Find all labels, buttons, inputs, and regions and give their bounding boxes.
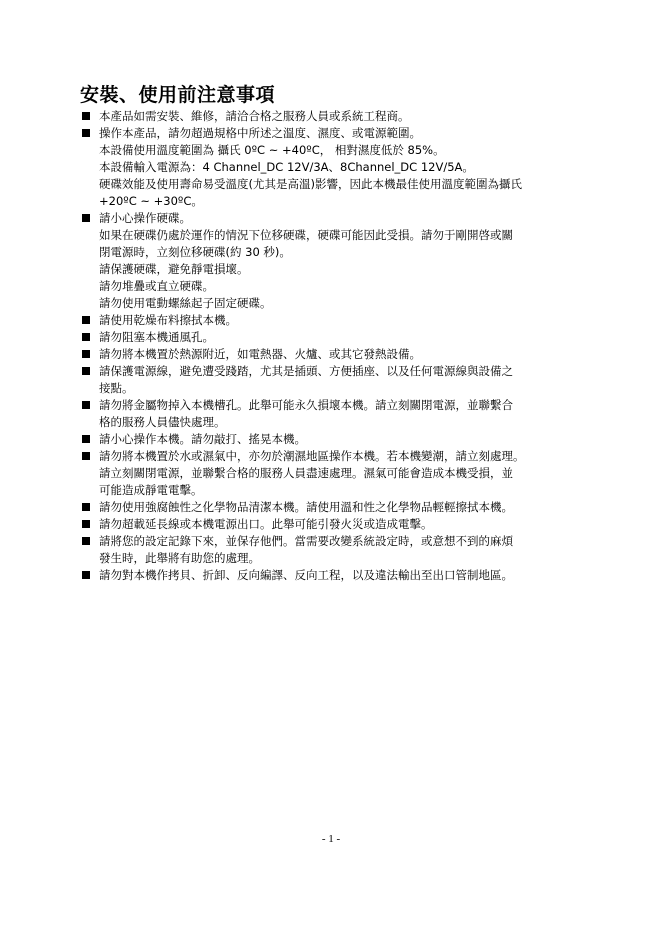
precaution-line: 請小心操作本機。請勿敲打、搖晃本機。 (99, 432, 306, 446)
precaution-item (80, 533, 590, 567)
precaution-line: 請勿將本機置於熱源附近，如電熱器、火爐、或其它發熱設備。 (99, 347, 421, 361)
precaution-line: 請勿使用強腐蝕性之化學物品清潔本機。請使用溫和性之化學物品輕輕擦拭本機。 (99, 500, 513, 514)
precaution-line: 本產品如需安裝、維修，請洽合格之服務人員或系統工程商。 (99, 109, 410, 123)
precaution-line: 請立刻關閉電源，並聯繫合格的服務人員盡速處理。濕氣可能會造成本機受損，並 (99, 466, 513, 480)
precaution-line: 請勿使用電動螺絲起子固定硬碟。 (99, 296, 272, 310)
precaution-line: 請勿對本機作拷貝、折卸、反向編譯、反向工程，以及違法輸出至出口管制地區。 (99, 568, 513, 582)
precaution-item (80, 567, 590, 584)
precaution-line: 請勿將金屬物掉入本機槽孔。此舉可能永久損壞本機。請立刻關閉電源，並聯繫合 (99, 398, 513, 412)
precaution-line: +20ºC ~ +30ºC。 (99, 194, 203, 208)
page-number: - 1 - (321, 833, 341, 845)
precaution-line: 硬碟效能及使用壽命易受溫度(尤其是高溫)影響，因此本機最佳使用溫度範圍為攝氏 (99, 177, 522, 191)
precaution-item (80, 329, 590, 346)
precaution-line: 發生時，此舉將有助您的處理。 (99, 551, 260, 565)
precaution-item (80, 448, 590, 499)
precaution-line: 請勿堆疊或直立硬碟。 (99, 279, 214, 293)
precaution-line: 請保護電源線，避免遭受踐踏，尤其是插頭、方便插座、以及任何電源線與設備之 (99, 364, 513, 378)
precaution-line: 本設備輸入電源為：4 Channel_DC 12V/3A、8Channel_DC 12V/5A。 (99, 160, 474, 174)
precaution-item (80, 363, 590, 397)
precaution-item (80, 397, 590, 431)
precaution-line: 操作本產品，請勿超過規格中所述之溫度、濕度、或電源範圍。 (99, 126, 421, 140)
precaution-line: 請將您的設定記錄下來，並保存他們。當需要改變系統設定時，或意想不到的麻煩 (99, 534, 513, 548)
precaution-line: 請小心操作硬碟。 (99, 211, 191, 225)
precautions-list (80, 108, 590, 584)
precaution-item (80, 346, 590, 363)
precaution-item (80, 499, 590, 516)
precaution-line: 請勿超載延長線或本機電源出口。此舉可能引發火災或造成電擊。 (99, 517, 433, 531)
precaution-line: 格的服務人員儘快處理。 (99, 415, 226, 429)
precaution-item (80, 516, 590, 533)
precaution-item (80, 108, 590, 125)
precaution-line: 請保護硬碟，避免靜電損壞。 (99, 262, 249, 276)
precaution-line: 本設備使用溫度範圍為 攝氏 0ºC ~ +40ºC， 相對濕度低於 85%。 (99, 143, 445, 157)
precaution-line: 請使用乾燥布料擦拭本機。 (99, 313, 237, 327)
page-title: 安裝、使用前注意事項 (80, 83, 276, 106)
precaution-item (80, 431, 590, 448)
precaution-line: 可能造成靜電電擊。 (99, 483, 203, 497)
precaution-line: 接點。 (99, 381, 134, 395)
precaution-line: 閉電源時，立刻位移硬碟(約 30 秒)。 (99, 245, 291, 259)
precaution-line: 請勿將本機置於水或濕氣中，亦勿於潮濕地區操作本機。若本機變潮，請立刻處理。 (99, 449, 525, 463)
precaution-line: 請勿阻塞本機通風孔。 (99, 330, 214, 344)
precaution-item (80, 210, 590, 312)
precaution-item (80, 125, 590, 210)
precaution-line: 如果在硬碟仍處於運作的情況下位移硬碟，硬碟可能因此受損。請勿于剛開啓或關 (99, 228, 513, 242)
precaution-item (80, 312, 590, 329)
